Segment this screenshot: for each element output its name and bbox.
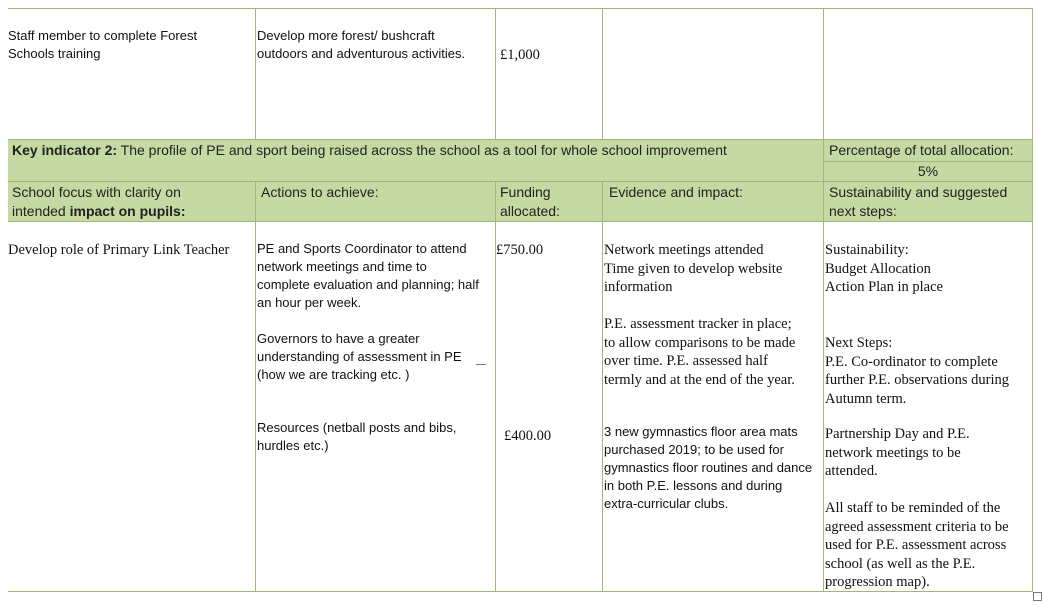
col-divider	[823, 8, 824, 139]
percentage-label: Percentage of total allocation:	[829, 142, 1014, 158]
col-divider	[602, 181, 603, 592]
col-divider	[602, 8, 603, 139]
next-steps-block: All staff to be reminded of the agreed assessment criteria to be used for P.E. assessment across school (as well as the P.E. progression map).	[825, 500, 1009, 590]
next-steps-block: Partnership Day and P.E. network meetings to be attended.	[825, 426, 970, 479]
action-block: Resources (netball posts and bibs, hurdles etc.)	[257, 420, 457, 453]
comment-marker	[476, 364, 486, 365]
evidence-block: P.E. assessment tracker in place; to allow comparisons to be made over time. P.E. assessed half termly and at the end of the year.	[604, 316, 796, 388]
table-border-top	[8, 8, 1033, 9]
header-evidence: Evidence and impact:	[609, 184, 743, 200]
action-block: PE and Sports Coordinator to attend network meetings and time to complete evaluation and planning; half an hour per week.	[257, 241, 479, 310]
row-divider	[8, 221, 1033, 222]
next-steps-block: Next Steps: P.E. Co-ordinator to complete further P.E. observations during Autumn term.	[825, 335, 1010, 407]
percentage-value: 5%	[917, 163, 939, 179]
funding-value: £400.00	[504, 428, 552, 444]
row1-funding-cell: £1,000	[500, 47, 540, 63]
row-divider	[8, 181, 1033, 182]
row1-actions-cell: Develop more forest/ bushcraft outdoors and adventurous activities.	[257, 28, 466, 61]
header-sustainability: Sustainability and suggested next steps:	[829, 184, 1008, 219]
header-actions: Actions to achieve:	[261, 184, 379, 200]
col-divider	[255, 8, 256, 139]
action-block: Governors to have a greater understanding of assessment in PE (how we are tracking etc. )	[257, 331, 462, 382]
row-divider	[8, 139, 1033, 140]
sustainability-block: Sustainability: Budget Allocation Action Plan in place	[825, 242, 943, 295]
row1-focus-cell: Staff member to complete Forest Schools training	[8, 28, 198, 61]
key-indicator-title	[12, 141, 727, 160]
table-resize-handle[interactable]	[1033, 592, 1042, 601]
col-divider	[823, 139, 824, 592]
evidence-block: 3 new gymnastics floor area mats purchased 2019; to be used for gymnastics floor routines and dance in both P.E. lessons and during extra-curricular clubs.	[604, 424, 813, 511]
key-indicator-label: Key indicator 2:	[12, 142, 118, 158]
key-indicator-text: The profile of PE and sport being raised across the school as a tool for whole school improvement	[120, 142, 727, 158]
focus-cell: Develop role of Primary Link Teacher	[8, 242, 230, 258]
col-divider	[255, 181, 256, 592]
funding-value: £750.00	[496, 242, 544, 258]
header-funding: Funding allocated:	[500, 184, 560, 219]
col-divider	[495, 8, 496, 139]
header-school-focus: School focus with clarity on intended impact on pupils:	[12, 184, 186, 219]
evidence-block: Network meetings attended Time given to develop website information	[604, 242, 783, 295]
table-border-right	[1032, 8, 1033, 592]
